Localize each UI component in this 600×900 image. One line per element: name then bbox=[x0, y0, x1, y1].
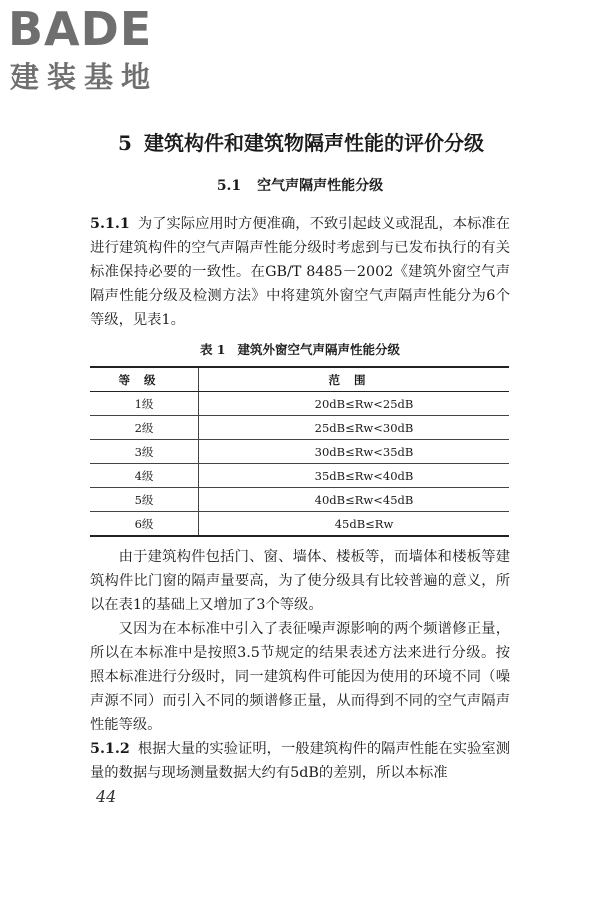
chapter-title: 建筑构件和建筑物隔声性能的评价分级 bbox=[144, 131, 484, 155]
logo-wordmark: BADE bbox=[8, 2, 153, 56]
grade-cell: 5级 bbox=[90, 488, 199, 512]
window-insulation-grade-table bbox=[90, 366, 509, 537]
range-cell: 25dB≤Rw<30dB bbox=[199, 416, 510, 440]
grade-cell: 1级 bbox=[90, 392, 199, 416]
section-number: 5.1 bbox=[216, 178, 242, 194]
table-row bbox=[90, 416, 509, 440]
table-row bbox=[90, 488, 509, 512]
section-heading bbox=[0, 174, 600, 198]
clause-text: 为了实际应用时方便准确，不致引起歧义或混乱，本标准在进行建筑构件的空气声隔声性能分级时考虑到与已发布执行的有关标准保持必要的一致性。在GB/T 8485－2002《建筑外窗空气声隔声性能分级及检测方法》中将建筑外窗空气声隔声性能分为6个等级，见表1。 bbox=[90, 216, 510, 328]
paragraph-additional-grades bbox=[90, 545, 510, 617]
range-cell: 45dB≤Rw bbox=[199, 512, 510, 537]
logo-subtitle: 建装基地 bbox=[10, 60, 159, 94]
paragraph-text: 由于建筑构件包括门、窗、墙体、楼板等，而墙体和楼板等建筑构件比门窗的隔声量要高，为了使分级具有比较普遍的意义，所以在表1的基础上又增加了3个等级。 bbox=[90, 549, 510, 613]
page-number: 44 bbox=[96, 787, 117, 806]
clause-number: 5.1.1 bbox=[90, 216, 130, 232]
section-title: 空气声隔声性能分级 bbox=[257, 178, 384, 194]
header-range: 范围 bbox=[199, 367, 510, 392]
grade-cell: 6级 bbox=[90, 512, 199, 537]
range-cell: 30dB≤Rw<35dB bbox=[199, 440, 510, 464]
paragraph-spectrum-correction bbox=[90, 617, 510, 737]
grade-cell: 4级 bbox=[90, 464, 199, 488]
table-header-row bbox=[90, 367, 509, 392]
table-row bbox=[90, 392, 509, 416]
clause-text: 根据大量的实验证明，一般建筑构件的隔声性能在实验室测量的数据与现场测量数据大约有5dB的差别，所以本标准 bbox=[90, 741, 510, 781]
table-number: 表 1 bbox=[199, 342, 226, 357]
table-caption bbox=[0, 340, 600, 360]
table-row bbox=[90, 464, 509, 488]
header-grade: 等级 bbox=[90, 367, 199, 392]
bade-logo bbox=[8, 4, 183, 104]
chapter-number: 5 bbox=[118, 131, 132, 155]
grade-cell: 3级 bbox=[90, 440, 199, 464]
range-cell: 40dB≤Rw<45dB bbox=[199, 488, 510, 512]
clause-5-1-2 bbox=[90, 737, 510, 785]
clause-5-1-1 bbox=[90, 212, 510, 332]
range-cell: 35dB≤Rw<40dB bbox=[199, 464, 510, 488]
grade-cell: 2级 bbox=[90, 416, 199, 440]
paragraph-text: 又因为在本标准中引入了表征噪声源影响的两个频谱修正量，所以在本标准中是按照3.5节规定的结果表述方法来进行分级。按照本标准进行分级时，同一建筑构件可能因为使用的环境不同（噪声源不同）而引入不同的频谱修正量，从而得到不同的空气声隔声性能等级。 bbox=[90, 621, 510, 733]
table-row bbox=[90, 440, 509, 464]
range-cell: 20dB≤Rw<25dB bbox=[199, 392, 510, 416]
chapter-heading bbox=[118, 126, 558, 160]
table-title: 建筑外窗空气声隔声性能分级 bbox=[237, 342, 401, 357]
table-row bbox=[90, 512, 509, 537]
clause-number: 5.1.2 bbox=[90, 741, 130, 757]
